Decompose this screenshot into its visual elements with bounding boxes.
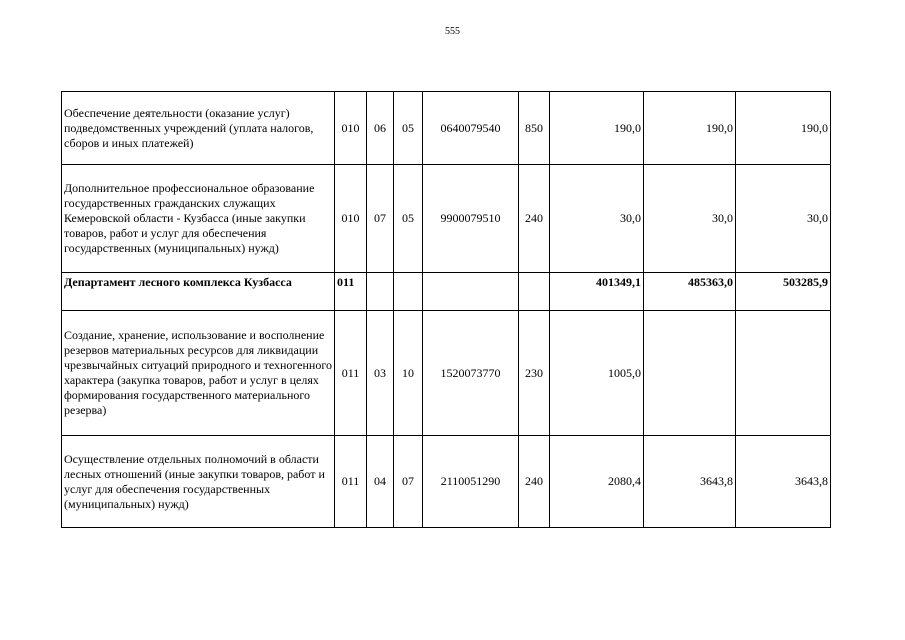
- subsection-code: [394, 273, 423, 311]
- page-number: 555: [445, 26, 460, 37]
- row-name: Осуществление отдельных полномочий в области лесных отношений (иные закупки товаров, работ и услуг для обеспечения государственных (муниципальных) нужд): [62, 436, 335, 528]
- section-code: 07: [367, 165, 394, 273]
- amount-year-2: 3643,8: [644, 436, 736, 528]
- subsection-code: 05: [394, 92, 423, 165]
- ministry-code: 011: [335, 311, 367, 436]
- amount-year-3: 3643,8: [736, 436, 831, 528]
- table-row: [62, 311, 831, 436]
- ministry-code: 010: [335, 165, 367, 273]
- budget-table: [61, 91, 831, 528]
- table-row-department: [62, 273, 831, 311]
- amount-year-2: 485363,0: [644, 273, 736, 311]
- amount-year-1: 401349,1: [550, 273, 644, 311]
- amount-year-2: 30,0: [644, 165, 736, 273]
- ministry-code: 010: [335, 92, 367, 165]
- amount-year-3: 30,0: [736, 165, 831, 273]
- row-name: Дополнительное профессиональное образование государственных гражданских служащих Кемеровской области - Кузбасса (иные закупки товаров, работ и услуг для обеспечения государственных (муниципальных) нужд): [62, 165, 335, 273]
- expense-type-code: [519, 273, 550, 311]
- amount-year-1: 30,0: [550, 165, 644, 273]
- expense-type-code: 240: [519, 165, 550, 273]
- table-row: [62, 436, 831, 528]
- ministry-code: 011: [335, 436, 367, 528]
- subsection-code: 10: [394, 311, 423, 436]
- row-name: Департамент лесного комплекса Кузбасса: [62, 273, 335, 311]
- amount-year-1: 190,0: [550, 92, 644, 165]
- amount-year-1: 1005,0: [550, 311, 644, 436]
- section-code: [367, 273, 394, 311]
- subsection-code: 07: [394, 436, 423, 528]
- subsection-code: 05: [394, 165, 423, 273]
- row-name: Создание, хранение, использование и восполнение резервов материальных ресурсов для ликвидации чрезвычайных ситуаций природного и техногенного характера (закупка товаров, работ и услуг в целях формирования государственного материального резерва): [62, 311, 335, 436]
- expense-type-code: 850: [519, 92, 550, 165]
- section-code: 03: [367, 311, 394, 436]
- section-code: 04: [367, 436, 394, 528]
- table-row: [62, 92, 831, 165]
- target-code: 1520073770: [423, 311, 519, 436]
- target-code: 9900079510: [423, 165, 519, 273]
- target-code: 0640079540: [423, 92, 519, 165]
- table-row: [62, 165, 831, 273]
- expense-type-code: 240: [519, 436, 550, 528]
- amount-year-3: 503285,9: [736, 273, 831, 311]
- amount-year-1: 2080,4: [550, 436, 644, 528]
- target-code: [423, 273, 519, 311]
- amount-year-2: 190,0: [644, 92, 736, 165]
- amount-year-2: [644, 311, 736, 436]
- budget-table-body: [62, 92, 831, 528]
- target-code: 2110051290: [423, 436, 519, 528]
- row-name: Обеспечение деятельности (оказание услуг) подведомственных учреждений (уплата налогов, сборов и иных платежей): [62, 92, 335, 165]
- section-code: 06: [367, 92, 394, 165]
- amount-year-3: [736, 311, 831, 436]
- amount-year-3: 190,0: [736, 92, 831, 165]
- ministry-code: 011: [335, 273, 367, 311]
- expense-type-code: 230: [519, 311, 550, 436]
